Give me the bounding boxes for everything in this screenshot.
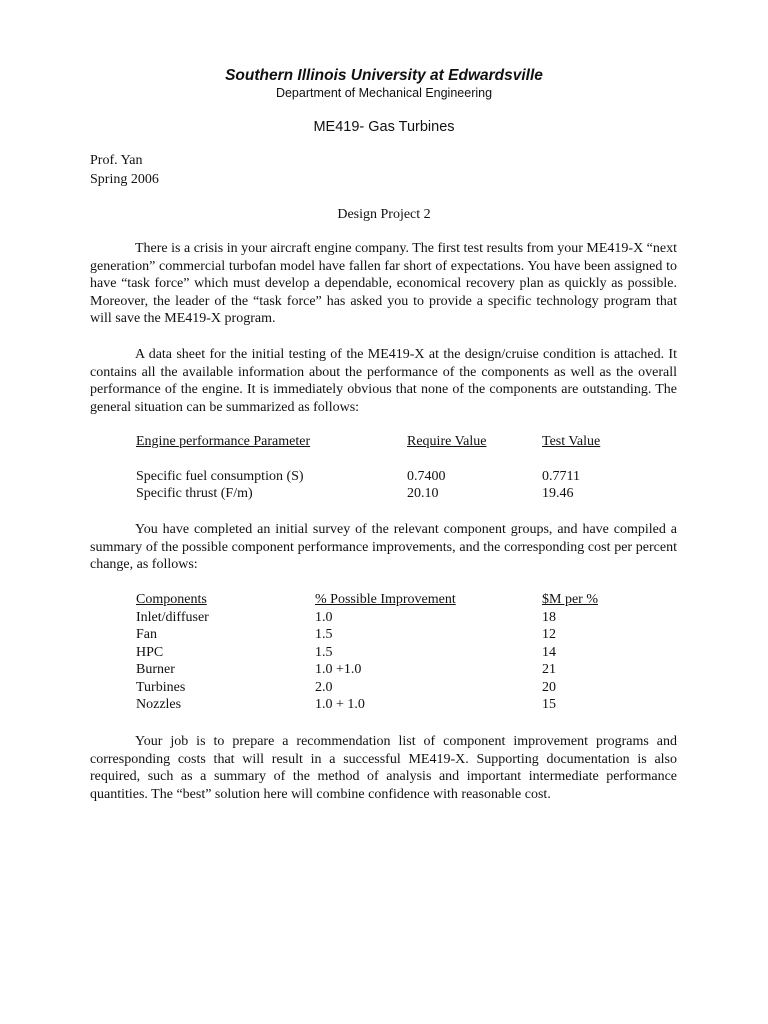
performance-header-parameter: Engine performance Parameter [136, 434, 311, 449]
data-sheet-paragraph: A data sheet for the initial testing of the ME419-X at the design/cruise condition is attached. It contains all the available information about the performance of the components as well as the overall performance of the engine. It is immediately obvious that none of the components are outstanding. The general situation can be summarized as follows: [90, 347, 677, 415]
component-row-improvement: 1.5 [315, 645, 333, 660]
component-row-name: Inlet/diffuser [136, 610, 209, 625]
component-row-name: Turbines [136, 680, 186, 695]
course-title: ME419- Gas Turbines [313, 119, 455, 135]
project-title: Design Project 2 [337, 207, 431, 222]
intro-paragraph: There is a crisis in your aircraft engine company. The first test results from your ME419-X “next generation” commercial turbofan model have fallen far short of expectations. You have been assigned to have “task force” which must develop a dependable, economical recovery plan as quickly as possible. Moreover, the leader of the “task force” has asked you to provide a specific technology program that will save the ME419-X program. [90, 241, 677, 326]
component-row-cost: 21 [542, 662, 556, 677]
component-row-improvement: 1.0 [315, 610, 333, 625]
performance-row-parameter: Specific thrust (F/m) [136, 486, 253, 501]
university-name: Southern Illinois University at Edwardsville [225, 67, 543, 84]
performance-header-test: Test Value [542, 434, 601, 449]
component-row-improvement: 1.0 + 1.0 [315, 697, 365, 712]
component-row-improvement: 1.5 [315, 627, 333, 642]
component-row-cost: 14 [542, 645, 556, 660]
component-header-improvement: % Possible Improvement [315, 592, 456, 607]
component-header-cost: $M per % [542, 592, 598, 607]
component-row-name: Burner [136, 662, 175, 677]
performance-row-parameter: Specific fuel consumption (S) [136, 469, 304, 484]
performance-row-required: 0.7400 [407, 469, 446, 484]
component-row-name: Fan [136, 627, 157, 642]
professor-name: Prof. Yan [90, 153, 143, 168]
performance-row-test: 0.7711 [542, 469, 580, 484]
component-row-cost: 12 [542, 627, 556, 642]
component-row-name: Nozzles [136, 697, 182, 712]
component-row-cost: 18 [542, 610, 556, 625]
component-header-name: Components [136, 592, 207, 607]
performance-header-required: Require Value [407, 434, 487, 449]
term: Spring 2006 [90, 172, 159, 187]
performance-row-required: 20.10 [407, 486, 439, 501]
component-row-improvement: 2.0 [315, 680, 333, 695]
survey-paragraph: You have completed an initial survey of the relevant component groups, and have compiled a summary of the possible component performance improvements, and the corresponding cost per percent change, as follows: [90, 522, 677, 572]
component-row-name: HPC [136, 645, 164, 660]
task-paragraph: Your job is to prepare a recommendation list of component improvement programs and corresponding costs that will result in a successful ME419-X. Supporting documentation is also required, such as a summary of the method of analysis and important intermediate performance quantities. The “best” solution here will combine confidence with reasonable cost. [90, 734, 677, 802]
component-row-cost: 15 [542, 697, 556, 712]
performance-row-test: 19.46 [542, 486, 574, 501]
component-row-improvement: 1.0 +1.0 [315, 662, 362, 677]
component-row-cost: 20 [542, 680, 556, 695]
department-name: Department of Mechanical Engineering [275, 86, 493, 100]
